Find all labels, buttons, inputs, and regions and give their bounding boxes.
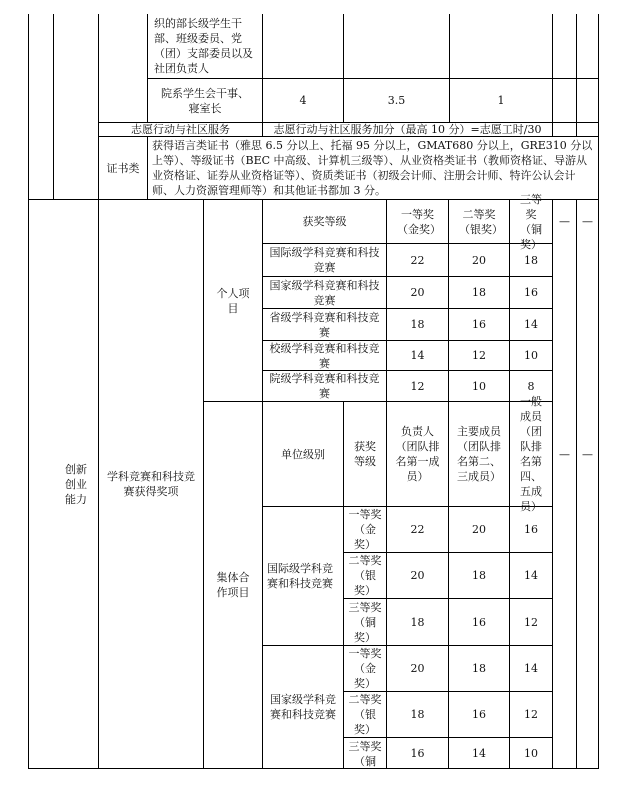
individual-header-third: 三等奖（铜奖） bbox=[520, 192, 542, 251]
team-award-level: 一等奖（金奖） bbox=[348, 647, 382, 690]
individual-header-second: 二等奖（银奖） bbox=[459, 207, 503, 236]
team-general-score: 14 bbox=[524, 662, 538, 675]
individual-row-level: 国家级学科竞赛和科技竞赛 bbox=[269, 278, 380, 307]
team-main-score: 18 bbox=[472, 569, 486, 582]
team-main-score: 20 bbox=[472, 523, 486, 536]
team-leader-score: 16 bbox=[410, 746, 425, 760]
volunteer-rule: 志愿行动与社区服务加分（最高 10 分）=志愿工时/30 bbox=[273, 123, 542, 136]
individual-row-third: 18 bbox=[524, 253, 538, 267]
individual-row-third: 16 bbox=[524, 286, 538, 299]
individual-row-third: 8 bbox=[527, 379, 535, 393]
individual-row-third: 10 bbox=[524, 349, 538, 362]
cadre-level-label: 织的部长级学生干部、班级委员、党（团）支部委员以及社团负责人 bbox=[154, 17, 253, 75]
dept-staff-score-2: 3.5 bbox=[387, 94, 406, 107]
dash-cell: — bbox=[559, 447, 570, 461]
individual-row-second: 16 bbox=[472, 318, 486, 331]
volunteer-label: 志愿行动与社区服务 bbox=[131, 123, 230, 136]
dept-staff-label: 院系学生会干事、寝室长 bbox=[161, 86, 249, 115]
team-main-score: 18 bbox=[472, 662, 486, 675]
team-award-level: 三等奖（铜奖） bbox=[348, 600, 382, 644]
individual-header-first: 一等奖（金奖） bbox=[397, 207, 441, 236]
team-header-main: 主要成员（团队排名第二、三成员） bbox=[457, 425, 501, 483]
certificate-label: 证书类 bbox=[106, 161, 140, 175]
individual-row-second: 20 bbox=[472, 253, 486, 267]
innovation-category-label: 创新创业能力 bbox=[65, 462, 87, 506]
team-leader-score: 18 bbox=[410, 615, 425, 629]
individual-header-level: 获奖等级 bbox=[302, 215, 347, 228]
team-general-score: 14 bbox=[524, 569, 538, 582]
team-award-level: 二等奖（银奖） bbox=[348, 693, 382, 736]
team-general-score: 12 bbox=[524, 615, 538, 629]
team-header-general: 一般成员（团队排名第四、五成员） bbox=[520, 395, 542, 513]
individual-row-second: 10 bbox=[472, 379, 486, 393]
team-header-leader: 负责人（团队排名第一成员） bbox=[395, 425, 440, 483]
dept-staff-score-3: 1 bbox=[497, 94, 505, 107]
individual-row-first: 22 bbox=[410, 253, 425, 267]
individual-row-first: 18 bbox=[410, 318, 425, 331]
individual-row-level: 国际级学科竞赛和科技竞赛 bbox=[269, 246, 380, 274]
dash-cell: — bbox=[559, 215, 570, 228]
team-main-score: 16 bbox=[472, 708, 486, 721]
team-main-score: 16 bbox=[472, 615, 486, 629]
individual-row-level: 院级学科竞赛和科技竞赛 bbox=[269, 372, 380, 400]
team-award-level: 一等奖（金奖） bbox=[348, 508, 382, 551]
team-general-score: 16 bbox=[524, 523, 538, 536]
team-leader-score: 22 bbox=[410, 523, 425, 536]
team-leader-score: 20 bbox=[410, 569, 425, 582]
individual-row-third: 14 bbox=[524, 318, 538, 331]
dash-cell: — bbox=[582, 215, 593, 228]
dash-cell: — bbox=[582, 447, 593, 461]
individual-row-second: 12 bbox=[472, 349, 486, 362]
individual-row-level: 省级学科竞赛和科技竞赛 bbox=[269, 310, 380, 339]
individual-project-label: 个人项目 bbox=[216, 286, 250, 315]
competition-award-label: 学科竞赛和科技竞赛获得奖项 bbox=[107, 470, 195, 498]
team-leader-score: 20 bbox=[410, 662, 425, 675]
team-general-score: 12 bbox=[524, 708, 538, 721]
team-main-score: 14 bbox=[472, 746, 486, 760]
team-header-award: 获奖等级 bbox=[354, 440, 376, 468]
individual-row-level: 校级学科竞赛和科技竞赛 bbox=[269, 341, 380, 370]
certificate-rule: 获得语言类证书（雅思 6.5 分以上、托福 95 分以上，GMAT680 分以上，GRE310 分以上等）、等级证书（BEC 中高级、计算机三级等）、从业资格类证书（教师资格证、导游从业资格证、证券从业资格证等）、资质类证书（初级会计师、注册会计师、特许公认会计师、人力资源管理师等）和其他证书都加 3 分。 bbox=[152, 139, 593, 197]
team-general-score: 10 bbox=[524, 746, 538, 760]
individual-row-first: 20 bbox=[410, 286, 425, 299]
team-unit-level: 国家级学科竞赛和科技竞赛 bbox=[270, 693, 336, 721]
team-leader-score: 18 bbox=[410, 708, 425, 721]
team-award-level: 二等奖（银奖） bbox=[348, 554, 382, 597]
team-header-unit: 单位级别 bbox=[281, 447, 325, 461]
individual-row-first: 12 bbox=[410, 379, 425, 393]
individual-row-first: 14 bbox=[410, 349, 425, 362]
team-project-label: 集体合作项目 bbox=[216, 571, 250, 599]
team-unit-level: 国际级学科竞赛和科技竞赛 bbox=[267, 562, 333, 590]
dept-staff-score-1: 4 bbox=[299, 94, 307, 107]
individual-row-second: 18 bbox=[472, 286, 486, 299]
team-award-level: 三等奖（铜 bbox=[348, 740, 382, 768]
